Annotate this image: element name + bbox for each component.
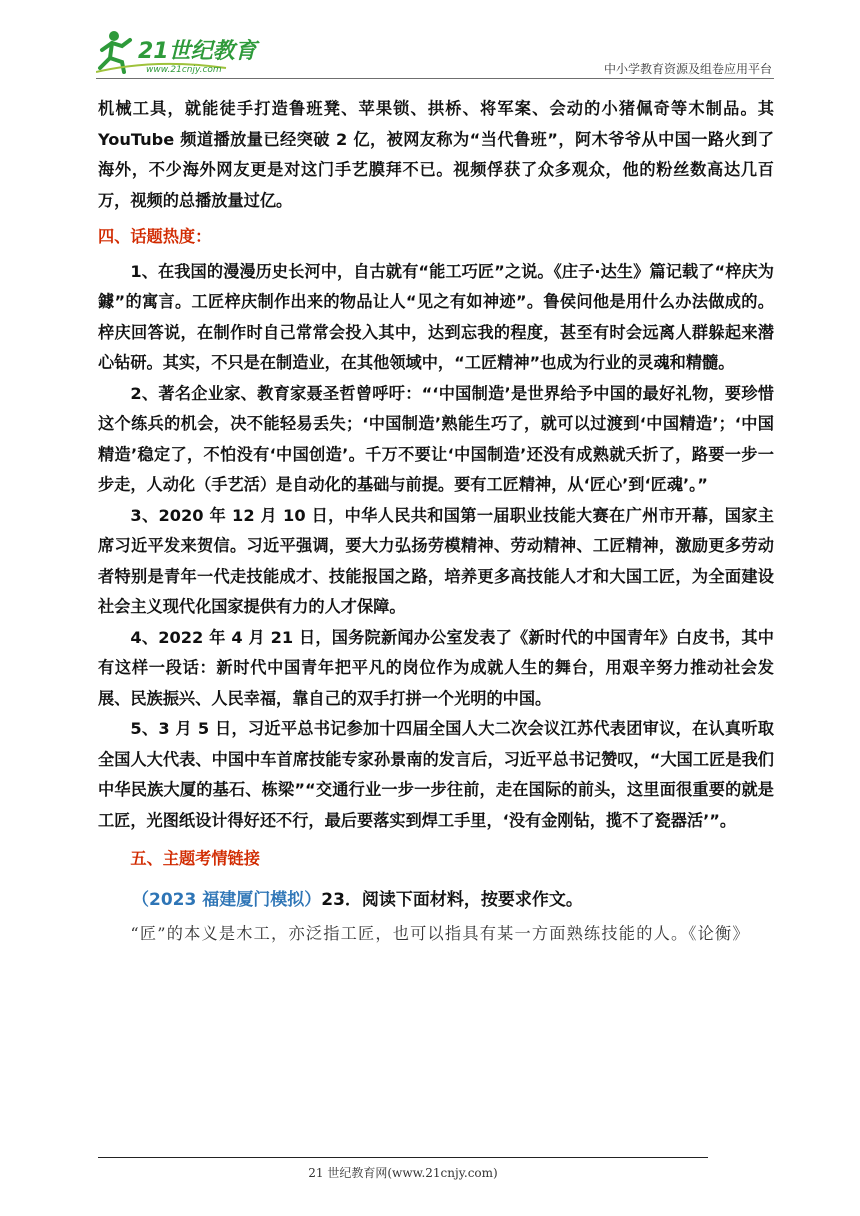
topic-item-4: 4、2022 年 4 月 21 日，国务院新闻办公室发表了《新时代的中国青年》白皮书，其中有这样一段话：新时代中国青年把平凡的岗位作为成就人生的舞台，用艰辛努力推动社会发展、民族振兴、人民幸福，靠自己的双手打拼一个光明的中国。 [98,627,774,708]
question-heading [98,885,774,916]
topic-item-5: 5、3 月 5 日，习近平总书记参加十四届全国人大二次会议江苏代表团审议，在认真听取全国人大代表、中国中车首席技能专家孙景南的发言后，习近平总书记赞叹，“大国工匠是我们中华民族大厦的基石、栋梁”“交通行业一步一步往前，走在国际的前头，这里面很重要的就是工匠，光图纸设计得好还不行，最后要落实到焊工手里，‘没有金刚钻，揽不了瓷器活’”。 [98,719,774,830]
logo-text: 21世纪教育 [138,39,257,64]
document-body [98,94,774,950]
intro-paragraph: 机械工具，就能徒手打造鲁班凳、苹果锁、拱桥、将军案、会动的小猪佩奇等木制品。其 YouTube 频道播放量已经突破 2 亿，被网友称为“当代鲁班”，阿木爷爷从中国一路火到了海外，不少海外网友更是对这门手艺膜拜不已。视频俘获了众多观众，他的粉丝数高达几百万，视频的总播放量过亿。 [98,99,774,210]
section-4-title: 四、话题热度： [98,227,212,246]
logo-url: www.21cnjy.com [146,65,222,75]
header-divider [96,78,774,79]
site-logo [96,28,266,78]
page-header [96,28,774,80]
question-source-tag: （2023 福建厦门模拟） [132,889,322,910]
footer-divider [98,1157,708,1158]
material-paragraph: “匠”的本义是木工，亦泛指工匠，也可以指具有某一方面熟练技能的人。《论衡》 [130,924,750,943]
topic-item-1: 1、在我国的漫漫历史长河中，自古就有“能工巧匠”之说。《庄子·达生》篇记载了“梓庆为鐻”的寓言。工匠梓庆制作出来的物品让人“见之有如神迹”。鲁侯问他是用什么办法做成的。梓庆回答说，在制作时自己常常会投入其中，达到忘我的程度，甚至有时会远离人群躲起来潜心钻研。其实，不只是在制造业，在其他领域中，“工匠精神”也成为行业的灵魂和精髓。 [98,261,774,372]
topic-item-2: 2、著名企业家、教育家聂圣哲曾呼吁：“‘中国制造’是世界给予中国的最好礼物，要珍惜这个练兵的机会，决不能轻易丢失；‘中国制造’熟能生巧了，就可以过渡到‘中国精造’；‘中国精造’稳定了，不怕没有‘中国创造’。千万不要让‘中国制造’还没有成熟就夭折了，路要一步一步走，人动化（手艺活）是自动化的基础与前提。要有工匠精神，从‘匠心’到‘匠魂’。” [98,383,774,494]
section-5-title: 五、主题考情链接 [130,849,260,868]
page-footer: 21 世纪教育网(www.21cnjy.com) [308,1166,498,1180]
question-text: 23．阅读下面材料，按要求作文。 [321,889,583,910]
platform-tagline: 中小学教育资源及组卷应用平台 [603,62,772,76]
topic-item-3: 3、2020 年 12 月 10 日，中华人民共和国第一届职业技能大赛在广州市开幕，国家主席习近平发来贺信。习近平强调，要大力弘扬劳模精神、劳动精神、工匠精神，激励更多劳动者特别是青年一代走技能成才、技能报国之路，培养更多高技能人才和大国工匠，为全面建设社会主义现代化国家提供有力的人才保障。 [98,505,774,616]
